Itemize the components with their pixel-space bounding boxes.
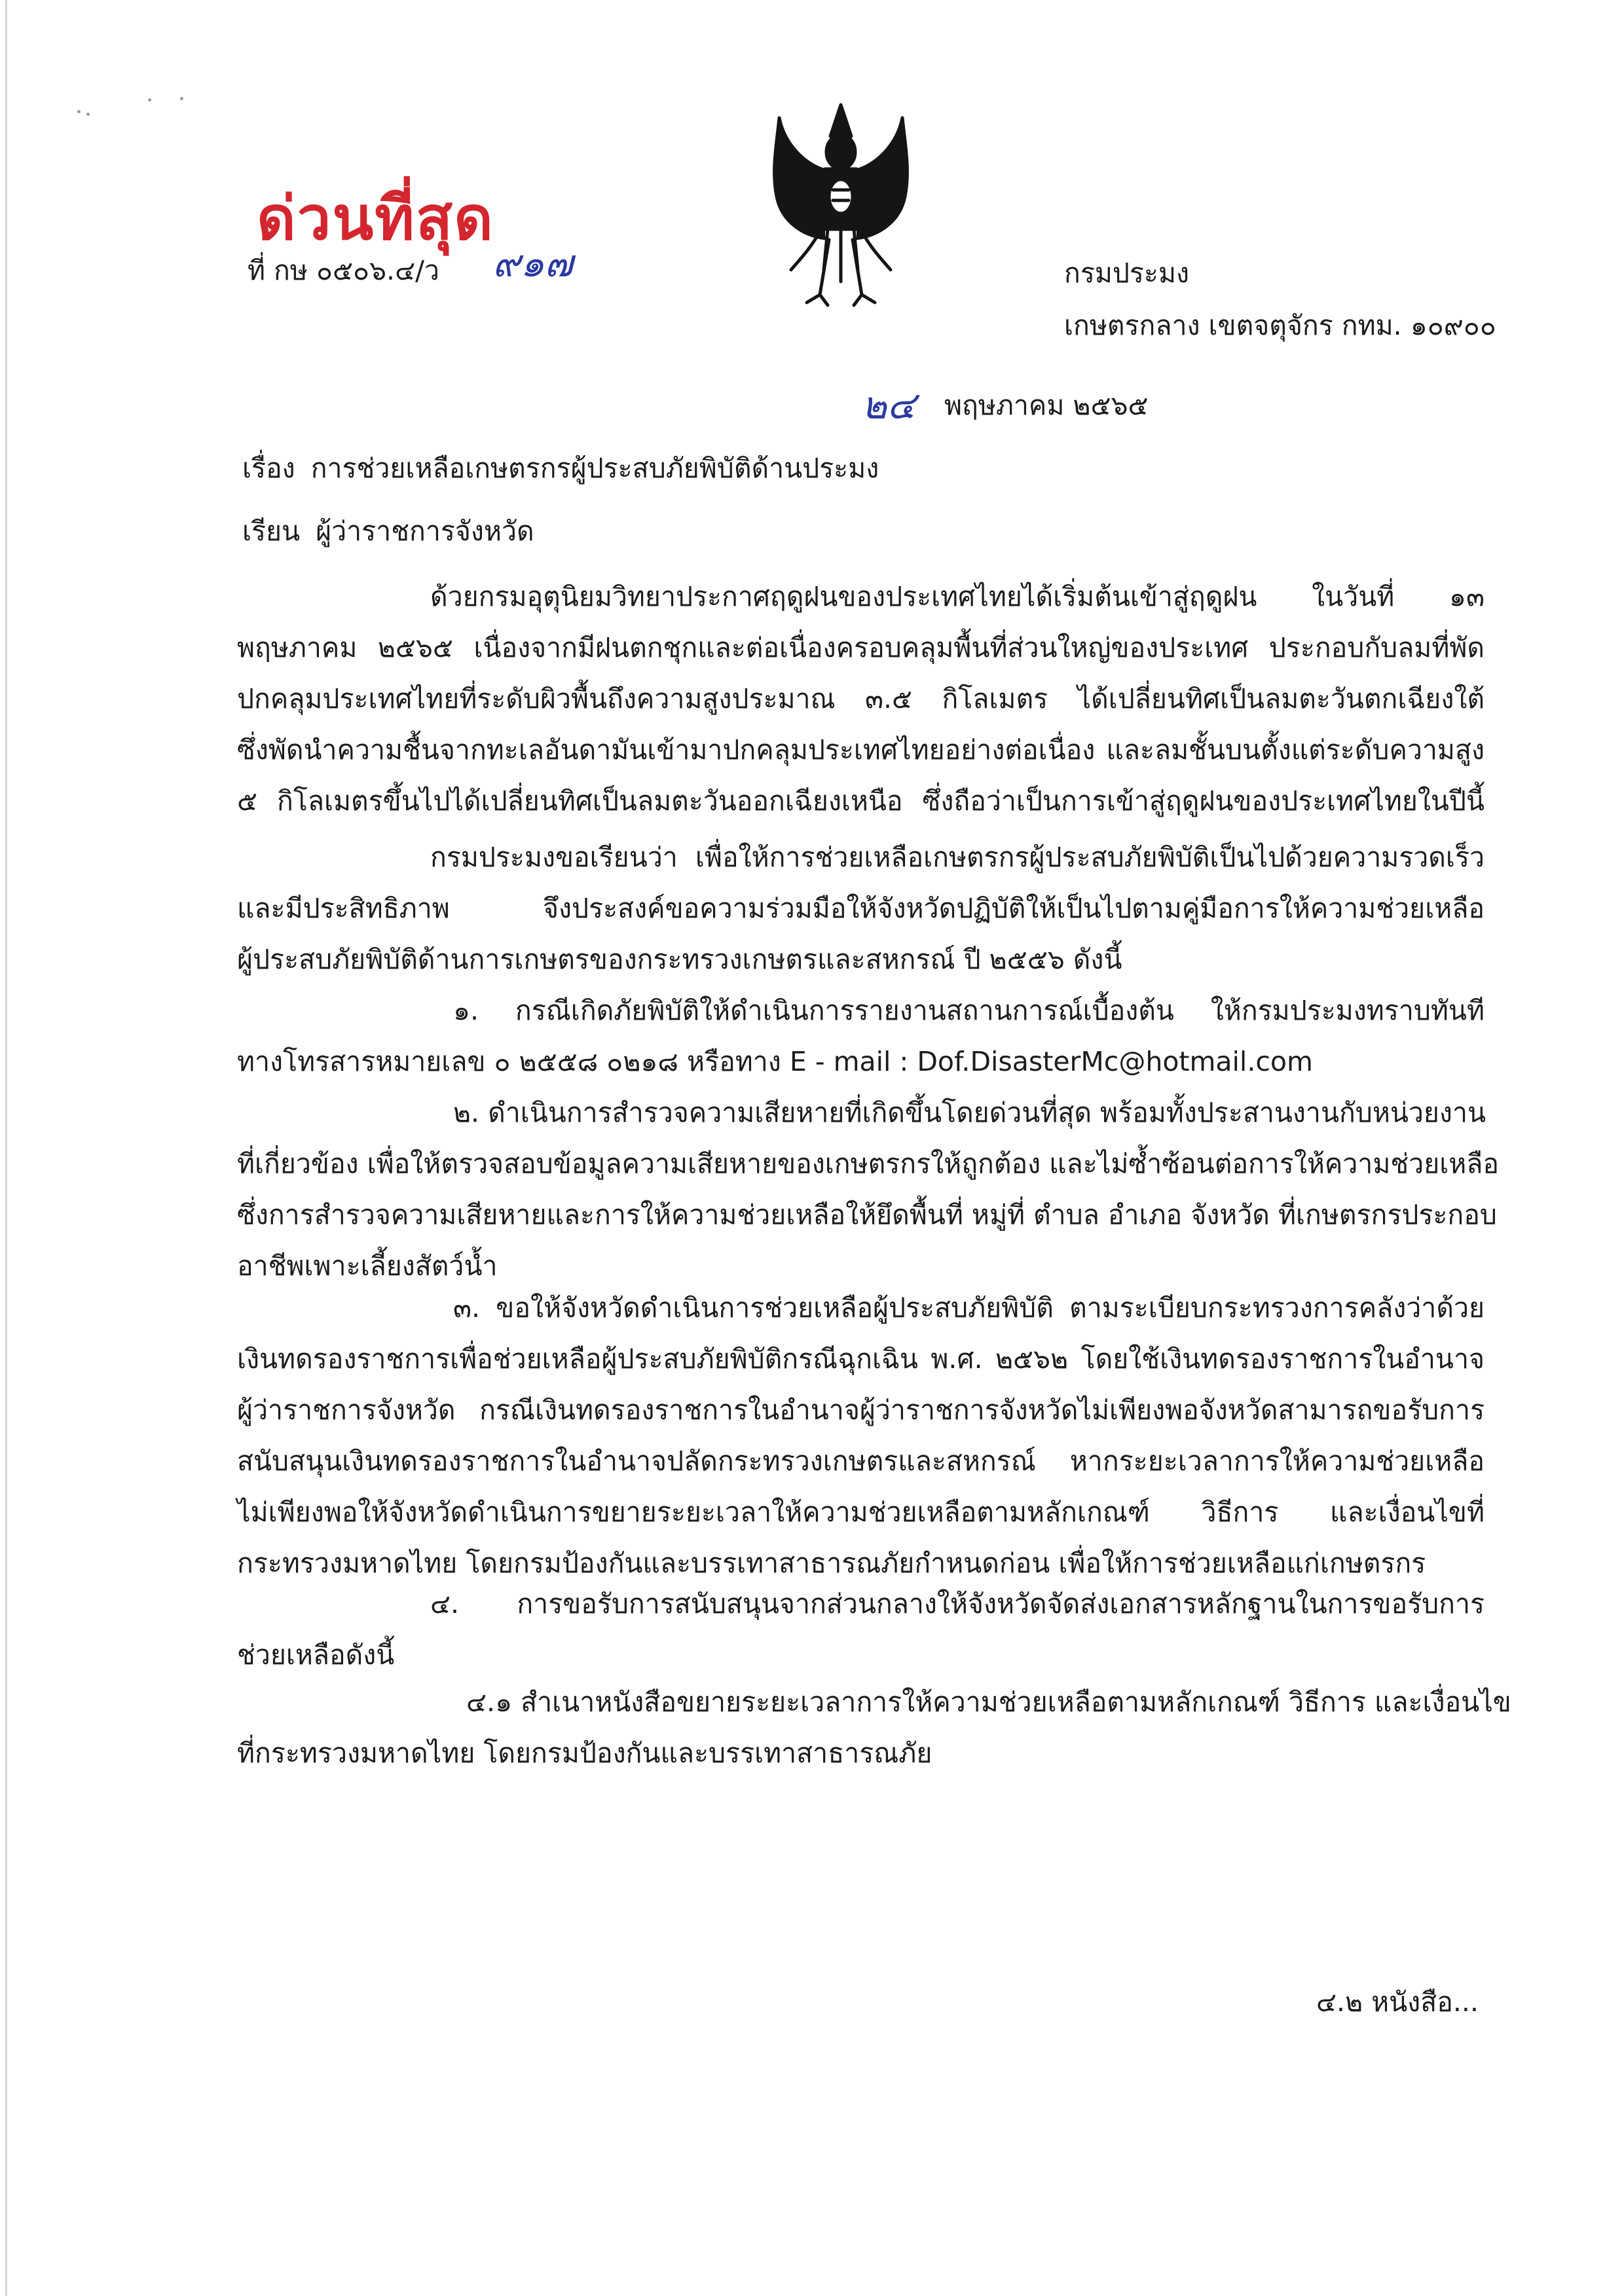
subject-line: [242, 443, 879, 494]
subject-label: เรื่อง: [242, 453, 295, 484]
paragraph-line: ด้วยกรมอุตุนิยมวิทยาประกาศฤดูฝนของประเทศไทยได้เริ่มต้นเข้าสู่ฤดูฝน ในวันที่ ๑๓: [430, 581, 1485, 612]
paragraph-line: ทางโทรสารหมายเลข ๐ ๒๕๕๘ ๐๒๑๘ หรือทาง E - mail : Dof.DisasterMc@hotmail.com: [237, 1046, 1313, 1077]
list-item-3: [237, 1282, 1485, 1589]
paragraph-line: ซึ่งพัดนำความชื้นจากทะเลอันดามันเข้ามาปกคลุมประเทศไทยอย่างต่อเนื่อง และลมชั้นบนตั้งแต่ระดับความสูง: [237, 734, 1485, 766]
list-item-4-1: [237, 1676, 1511, 1779]
paragraph-line: พฤษภาคม ๒๕๖๕ เนื่องจากมีฝนตกชุกและต่อเนื่องครอบคลุมพื้นที่ส่วนใหญ่ของประเทศ ประกอบกับลมที่พัด: [237, 632, 1485, 663]
paragraph-line: เงินทดรองราชการเพื่อช่วยเหลือผู้ประสบภัยพิบัติกรณีฉุกเฉิน พ.ศ. ๒๕๖๒ โดยใช้เงินทดรองราชการในอำนาจ: [237, 1343, 1485, 1375]
subject-text: การช่วยเหลือเกษตรกรผู้ประสบภัยพิบัติด้านประมง: [310, 453, 879, 484]
paragraph-line: ที่เกี่ยวข้อง เพื่อให้ตรวจสอบข้อมูลความเสียหายของเกษตรกรให้ถูกต้อง และไม่ซ้ำซ้อนต่อการให้ความช่วยเหลือ: [237, 1148, 1500, 1179]
scan-speck: [77, 110, 81, 113]
paragraph-line: ปกคลุมประเทศไทยที่ระดับผิวพื้นถึงความสูงประมาณ ๓.๕ กิโลเมตร ได้เปลี่ยนทิศเป็นลมตะวันตกเฉียงใต้: [237, 683, 1485, 714]
paragraph-line: ซึ่งการสำรวจความเสียหายและการให้ความช่วยเหลือให้ยึดพื้นที่ หมู่ที่ ตำบล อำเภอ จังหวัด ที่เกษตรกรประกอบ: [237, 1199, 1497, 1231]
issuing-organization: กรมประมง: [1064, 257, 1189, 289]
garuda-emblem-icon: [765, 98, 917, 314]
paragraph-line: ที่กระทรวงมหาดไทย โดยกรมป้องกันและบรรเทาสาธารณภัย: [237, 1737, 932, 1769]
paragraph-line: ๓. ขอให้จังหวัดดำเนินการช่วยเหลือผู้ประสบภัยพิบัติ ตามระเบียบกระทรวงการคลังว่าด้วย: [453, 1292, 1485, 1324]
paragraph-line: ๑. กรณีเกิดภัยพิบัติให้ดำเนินการรายงานสถานการณ์เบื้องต้น ให้กรมประมงทราบทันที: [453, 995, 1485, 1026]
paragraph-line: ผู้ว่าราชการจังหวัด กรณีเงินทดรองราชการในอำนาจผู้ว่าราชการจังหวัดไม่เพียงพอจังหวัดสามารถขอรับการ: [237, 1394, 1485, 1426]
paragraph-line: ผู้ประสบภัยพิบัติด้านการเกษตรของกระทรวงเกษตรและสหกรณ์ ปี ๒๕๕๖ ดังนี้: [237, 944, 1122, 975]
paragraph-line: ไม่เพียงพอให้จังหวัดดำเนินการขยายระยะเวลาให้ความช่วยเหลือตามหลักเกณฑ์ วิธีการ และเงื่อนไขที่: [237, 1496, 1485, 1528]
page-continuation-marker: ๔.๒ หนังสือ...: [1316, 1986, 1479, 2018]
salutation-line: [242, 506, 534, 557]
scan-speck: [180, 97, 183, 100]
date-month-year: พฤษภาคม ๒๕๖๕: [944, 390, 1149, 421]
paragraph-line: ๔. การขอรับการสนับสนุนจากส่วนกลางให้จังหวัดจัดส่งเอกสารหลักฐานในการขอรับการ: [430, 1588, 1485, 1620]
paragraph-line: อาชีพเพาะเลี้ยงสัตว์น้ำ: [237, 1250, 498, 1282]
list-item-1: [237, 985, 1485, 1087]
body-paragraph-2: [237, 832, 1485, 985]
reference-number-handwritten: ๙๑๗: [492, 241, 573, 286]
urgency-stamp: ด่วนที่สุด: [257, 183, 494, 253]
paragraph-line: กระทรวงมหาดไทย โดยกรมป้องกันและบรรเทาสาธารณภัยกำหนดก่อน เพื่อให้การช่วยเหลือแก่เกษตรกร: [237, 1547, 1426, 1579]
organization-address: เกษตรกลาง เขตจตุจักร กทม. ๑๐๙๐๐: [1064, 310, 1496, 341]
reference-number-label: ที่ กษ ๐๕๐๖.๔/ว: [248, 255, 439, 286]
scan-speck: [86, 113, 90, 116]
date-day-handwritten: ๒๔: [862, 383, 916, 428]
salutation-label: เรียน: [242, 515, 301, 547]
paragraph-line: ช่วยเหลือดังนี้: [237, 1639, 395, 1671]
paragraph-line: สนับสนุนเงินทดรองราชการในอำนาจปลัดกระทรวงเกษตรและสหกรณ์ หากระยะเวลาการให้ความช่วยเหลือ: [237, 1445, 1485, 1477]
paragraph-line: ๒. ดำเนินการสำรวจความเสียหายที่เกิดขึ้นโดยด่วนที่สุด พร้อมทั้งประสานงานกับหน่วยงาน: [453, 1097, 1486, 1128]
paragraph-line: ๕ กิโลเมตรขึ้นไปได้เปลี่ยนทิศเป็นลมตะวันออกเฉียงเหนือ ซึ่งถือว่าเป็นการเข้าสู่ฤดูฝนของประเทศไทยในปีนี้: [237, 785, 1485, 817]
scan-speck: [148, 98, 151, 102]
paragraph-line: กรมประมงขอเรียนว่า เพื่อให้การช่วยเหลือเกษตรกรผู้ประสบภัยพิบัติเป็นไปด้วยความรวดเร็ว: [430, 842, 1485, 873]
paragraph-line: ๔.๑ สำเนาหนังสือขยายระยะเวลาการให้ความช่วยเหลือตามหลักเกณฑ์ วิธีการ และเงื่อนไข: [466, 1686, 1511, 1718]
list-item-4: [237, 1578, 1485, 1680]
body-paragraph-1: [237, 571, 1485, 826]
list-item-2: [237, 1087, 1500, 1291]
scan-edge: [5, 0, 7, 2296]
salutation-text: ผู้ว่าราชการจังหวัด: [316, 515, 534, 547]
paragraph-line: และมีประสิทธิภาพ จึงประสงค์ขอความร่วมมือให้จังหวัดปฏิบัติให้เป็นไปตามคู่มือการให้ความช่วยเหลือ: [237, 893, 1485, 924]
